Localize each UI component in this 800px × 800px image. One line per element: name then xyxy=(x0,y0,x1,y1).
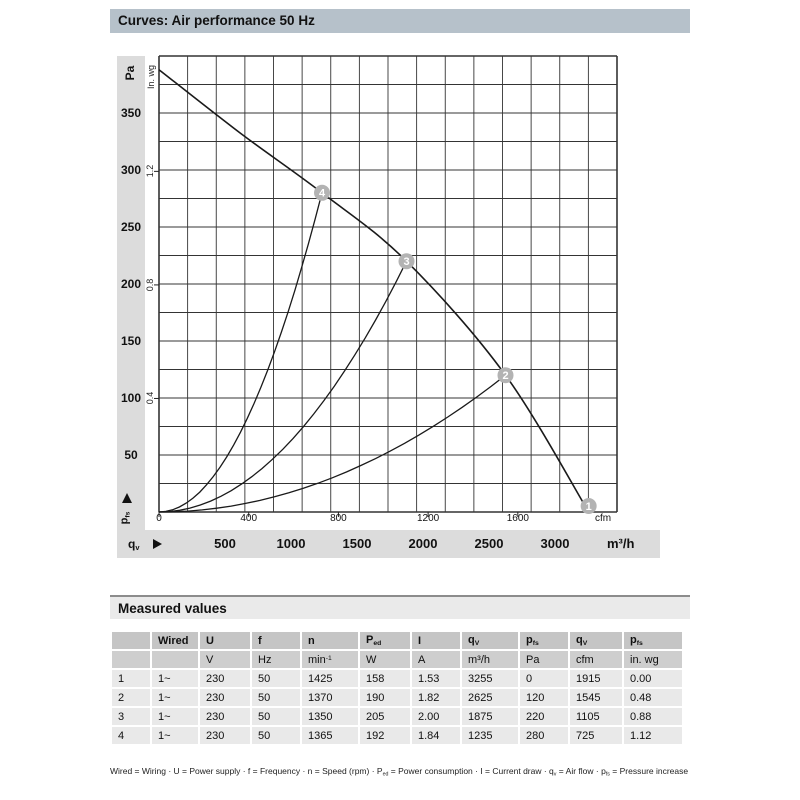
table-cell: 1~ xyxy=(152,727,198,744)
table-cell: 2.00 xyxy=(412,708,460,725)
pfs-arrow-icon xyxy=(122,493,132,503)
y2-tick-label-1.2: 1.2 xyxy=(145,165,155,178)
table-cell: 50 xyxy=(252,670,300,687)
x-cfm-tick-label-800: 800 xyxy=(330,513,347,524)
table-cell xyxy=(112,632,150,649)
operating-point-4 xyxy=(314,185,330,201)
table-cell xyxy=(152,651,198,668)
x-m3h-tick-label-500: 500 xyxy=(214,536,236,551)
table-cell: 230 xyxy=(200,670,250,687)
table-cell: cfm xyxy=(570,651,622,668)
svg-text:1: 1 xyxy=(585,500,592,513)
table-cell: 0 xyxy=(520,670,568,687)
table-cell: $P_{ed}$ xyxy=(360,632,410,649)
table-cell: I xyxy=(412,632,460,649)
table-cell: 0.48 xyxy=(624,689,682,706)
table-cell: 1~ xyxy=(152,708,198,725)
table-cell: 2625 xyxy=(462,689,518,706)
operating-point-3 xyxy=(399,253,415,269)
table-cell: 725 xyxy=(570,727,622,744)
x-cfm-tick-label-1600: 1600 xyxy=(506,513,529,524)
table-footnote: Wired = Wiring · U = Power supply · f = Frequency · n = Speed $(rpm) \cdot P_{ed}$ = Power consumption · I = Current draw · $q_v$ = Air flow · $p_{fs}$ = Pressure increase xyxy=(110,766,689,778)
x-axis-cfm-unit-label: cfm xyxy=(595,513,612,524)
table-cell: $q_V$ xyxy=(462,632,518,649)
table-cell: $p_{fs}$ xyxy=(624,632,682,649)
svg-text:3: 3 xyxy=(403,256,410,268)
table-cell: 120 xyxy=(520,689,568,706)
qv-axis-label: $q_v$ xyxy=(128,537,140,553)
operating-point-2 xyxy=(498,367,514,383)
table-cell: 1105 xyxy=(570,708,622,725)
y-tick-label-100: 100 xyxy=(120,391,142,405)
y-axis-tick-labels xyxy=(117,56,145,530)
y2-axis-unit-label: In. wg xyxy=(146,64,156,90)
y-tick-label-350: 350 xyxy=(120,106,142,120)
table-cell: 230 xyxy=(200,708,250,725)
table-cell: $q_V$ xyxy=(570,632,622,649)
system-curve-to-point-4 xyxy=(159,193,322,512)
svg-text:4: 4 xyxy=(318,187,326,200)
table-cell: n xyxy=(302,632,358,649)
y-tick-label-300: 300 xyxy=(120,163,142,177)
system-curve-to-point-2 xyxy=(159,375,506,512)
y-tick-label-250: 250 xyxy=(120,220,142,234)
grid xyxy=(154,56,617,517)
pfs-axis-label: $p_{fs}$ xyxy=(118,511,132,525)
table-cell: 280 xyxy=(520,727,568,744)
table-cell: 1 xyxy=(112,670,150,687)
table-cell: 1.53 xyxy=(412,670,460,687)
table-cell: 3255 xyxy=(462,670,518,687)
table-cell: f xyxy=(252,632,300,649)
y2-tick-label-0.8: 0.8 xyxy=(145,278,155,292)
x-m3h-tick-label-2500: 2500 xyxy=(474,536,504,551)
y-tick-label-150: 150 xyxy=(120,334,142,348)
table-unit-row xyxy=(112,651,682,668)
table-cell: 50 xyxy=(252,689,300,706)
performance-chart-svg xyxy=(159,56,617,512)
table-cell: $p_{fs}$ xyxy=(520,632,568,649)
x-axis-m3h-unit-label: m³/h xyxy=(607,536,635,551)
y-tick-label-50: 50 xyxy=(124,448,138,462)
fan-curve xyxy=(159,70,589,512)
table-cell: 1.84 xyxy=(412,727,460,744)
table-cell: 1.12 xyxy=(624,727,682,744)
table-cell: 4 xyxy=(112,727,150,744)
table-cell: 1875 xyxy=(462,708,518,725)
table-cell: 1235 xyxy=(462,727,518,744)
x-m3h-tick-label-2000: 2000 xyxy=(408,536,438,551)
table-cell: 220 xyxy=(520,708,568,725)
table-cell: 1370 xyxy=(302,689,358,706)
table-cell: 1365 xyxy=(302,727,358,744)
table-cell: 1545 xyxy=(570,689,622,706)
svg-text:2: 2 xyxy=(502,370,509,382)
table-cell: 1350 xyxy=(302,708,358,725)
table-cell: 192 xyxy=(360,727,410,744)
x-m3h-tick-label-1000: 1000 xyxy=(276,536,306,551)
y-axis-unit-label: Pa xyxy=(123,65,137,81)
table-cell: 205 xyxy=(360,708,410,725)
table-cell: W xyxy=(360,651,410,668)
table-cell: 3 xyxy=(112,708,150,725)
table-row-4 xyxy=(112,727,682,744)
table-cell: 50 xyxy=(252,708,300,725)
table-row-2 xyxy=(112,689,682,706)
table-cell: A xyxy=(412,651,460,668)
table-cell: 1425 xyxy=(302,670,358,687)
table-row-3 xyxy=(112,708,682,725)
table-header-row xyxy=(112,632,682,649)
table-cell: 158 xyxy=(360,670,410,687)
x-axis-cfm-tick-labels xyxy=(156,513,629,527)
operating-point-1 xyxy=(581,498,597,514)
table-cell: Hz xyxy=(252,651,300,668)
table-cell xyxy=(112,651,150,668)
x-cfm-tick-label-400: 400 xyxy=(240,513,258,524)
table-cell: 190 xyxy=(360,689,410,706)
table-cell: 230 xyxy=(200,689,250,706)
x-cfm-tick-label-0: 0 xyxy=(156,513,162,524)
x-axis-m3h-tick-labels xyxy=(117,536,660,554)
y-tick-label-200: 200 xyxy=(120,277,142,291)
table-cell: V xyxy=(200,651,250,668)
table-cell: 50 xyxy=(252,727,300,744)
measured-values-table xyxy=(110,630,684,746)
table-cell: Wired xyxy=(152,632,198,649)
table-cell: 0.00 xyxy=(624,670,682,687)
table-cell: m³/h xyxy=(462,651,518,668)
y2-tick-label-0.4: 0.4 xyxy=(145,392,155,405)
table-cell: 1.82 xyxy=(412,689,460,706)
table-row-1 xyxy=(112,670,682,687)
x-m3h-tick-label-1500: 1500 xyxy=(342,536,372,551)
x-cfm-tick-label-1200: 1200 xyxy=(416,513,440,524)
table-cell: 1~ xyxy=(152,670,198,687)
table-cell: Pa xyxy=(520,651,568,668)
table-cell: 1915 xyxy=(570,670,622,687)
section-title-measured-values: Measured values xyxy=(110,595,690,619)
table-cell: 1~ xyxy=(152,689,198,706)
table-cell: U xyxy=(200,632,250,649)
x-m3h-tick-label-3000: 3000 xyxy=(540,536,570,551)
table-cell: 230 xyxy=(200,727,250,744)
section-title-curves: Curves: Air performance 50 Hz xyxy=(110,9,690,33)
system-curve-to-point-3 xyxy=(159,261,407,512)
table-cell: 2 xyxy=(112,689,150,706)
table-cell: in. wg xyxy=(624,651,682,668)
table-cell: 0.88 xyxy=(624,708,682,725)
table-cell: $\min^{-1}$ xyxy=(302,651,358,668)
